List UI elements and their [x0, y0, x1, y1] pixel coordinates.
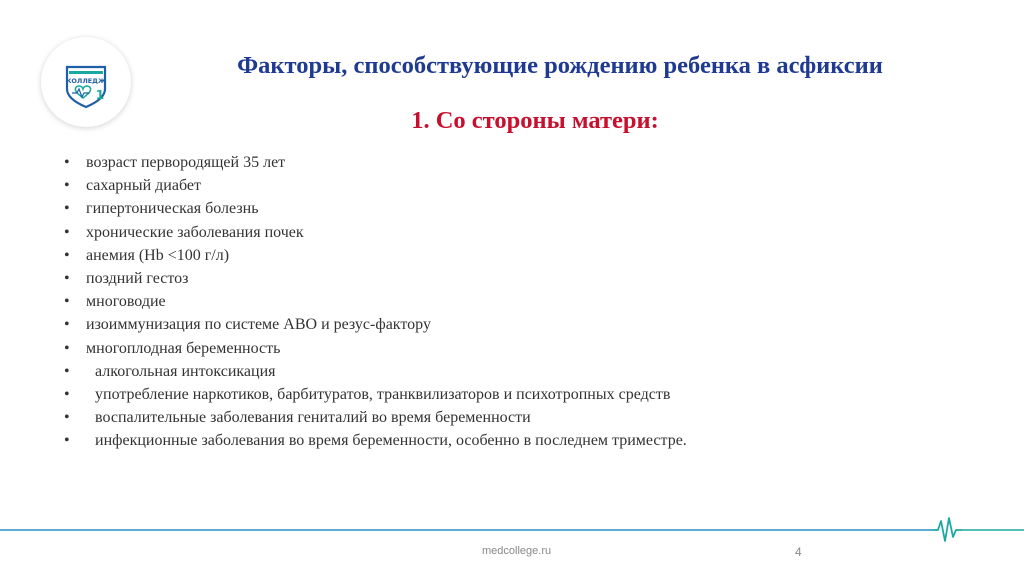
college-logo	[41, 37, 131, 127]
list-item	[64, 406, 964, 429]
list-item	[64, 151, 964, 174]
list-item	[64, 360, 964, 383]
college-heart-logo-icon	[41, 37, 131, 127]
list-item-text: гипертоническая болезнь	[86, 200, 259, 218]
list-item-text: изоиммунизация по системе АВО и резус-фактору	[86, 316, 431, 334]
bullet-icon: •	[64, 316, 70, 334]
list-item-text: инфекционные заболевания во время беременности, особенно в последнем триместре.	[95, 432, 687, 450]
heartbeat-pulse-icon	[932, 518, 962, 541]
footer-divider	[0, 515, 1024, 545]
bullet-icon: •	[64, 362, 70, 380]
bullet-icon: •	[64, 386, 70, 404]
slide-title: Факторы, способствующие рождению ребенка в асфиксии	[237, 52, 883, 79]
list-item-text: хронические заболевания почек	[86, 223, 304, 241]
list-item	[64, 197, 964, 220]
list-item	[64, 244, 964, 267]
list-item	[64, 429, 964, 452]
logo-number: 1	[95, 88, 105, 102]
bullet-icon: •	[64, 339, 70, 357]
logo-text: КОЛЛЕДЖ	[66, 77, 106, 85]
bullet-icon: •	[64, 154, 70, 171]
list-item-text: воспалительные заболевания гениталий во время беременности	[95, 409, 531, 427]
list-item	[64, 313, 964, 336]
footer-site-link[interactable]: medcollege.ru	[482, 545, 552, 557]
list-item	[64, 267, 964, 290]
list-item-text: многоплодная беременность	[86, 339, 281, 357]
bullet-icon: •	[64, 409, 70, 427]
list-item-text: многоводие	[86, 293, 166, 311]
bullet-icon: •	[64, 293, 70, 311]
bullet-icon: •	[64, 200, 70, 218]
list-item	[64, 221, 964, 244]
list-item	[64, 383, 964, 406]
bullet-icon: •	[64, 432, 70, 450]
list-item	[64, 337, 964, 360]
bullet-icon: •	[64, 270, 70, 288]
list-item-text: поздний гестоз	[86, 270, 189, 288]
slide-subtitle: 1. Со стороны матери:	[411, 107, 659, 134]
page-number: 4	[795, 545, 802, 559]
list-item-text: возраст первородящей 35 лет	[86, 154, 286, 171]
list-item-text: алкогольная интоксикация	[95, 362, 276, 380]
bullet-icon: •	[64, 246, 70, 264]
list-item-text: анемия (Hb <100 г/л)	[86, 246, 230, 264]
bullet-icon: •	[64, 177, 70, 195]
list-item-text: употребление наркотиков, барбитуратов, транквилизаторов и психотропных средств	[95, 386, 671, 404]
list-item	[64, 290, 964, 313]
list-item	[64, 174, 964, 197]
list-item-text: сахарный диабет	[86, 177, 201, 195]
bullet-icon: •	[64, 223, 70, 241]
factor-list	[64, 151, 964, 453]
